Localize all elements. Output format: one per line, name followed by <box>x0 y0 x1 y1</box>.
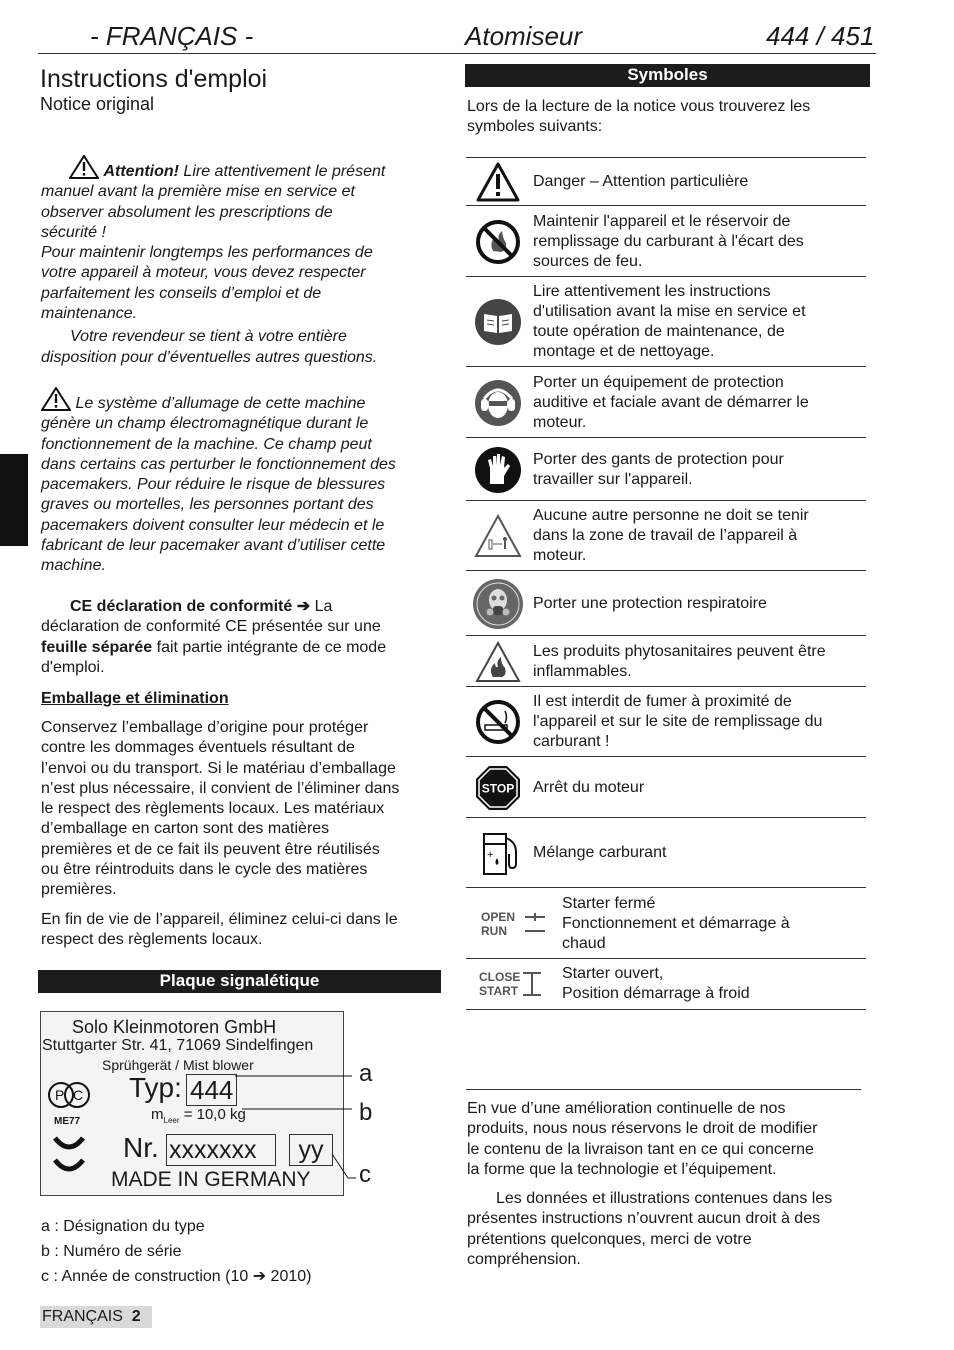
symbol-label: Aucune autre personne ne doit se tenir dans la zone de travail de l’appareil à moteur. <box>533 507 809 564</box>
plate-device: Sprühgerät / Mist blower <box>102 1057 254 1073</box>
improvement-notice: En vue d’une amélioration continuelle de nos produits, nous nous réservons le droit de modifier le contenu de la livraison tant en ce qui concerne la forme que la technologie et l’équipement. Les données et illustrations contenues dans les présentes instructions n’ouvrent aucun droit à des prétentions quelconques, merci de votre compréhension. <box>467 1100 833 1269</box>
smile-marks-icon <box>51 1134 87 1178</box>
plate-nr-label: Nr. <box>123 1132 159 1163</box>
read-manual-icon <box>474 298 522 346</box>
attention-label: Attention! <box>103 163 179 180</box>
symbol-label: Starter ouvert, Position démarrage à froid <box>562 965 750 1002</box>
symbol-label: Maintenir l'appareil et le réservoir de remplissage du carburant à l'écart des sources de feu. <box>533 212 804 270</box>
page-title: Instructions d'emploi <box>40 65 268 93</box>
plate-year-value: yy <box>289 1134 333 1166</box>
stop-icon <box>474 764 522 812</box>
gloves-icon <box>474 446 522 494</box>
symbol-row <box>466 500 866 571</box>
symbol-row <box>466 958 866 1010</box>
svg-text:STOP: STOP <box>481 781 515 795</box>
plate-legend: a : Désignation du type b : Numéro de série c : Année de construction (10 ➔ 2010) <box>41 1218 312 1285</box>
symbol-label: Porter des gants de protection pour travailler sur l'appareil. <box>533 450 784 488</box>
attention-block: Attention! Lire attentivement le présent manuel avant la première mise en service et observer absolument les prescriptions de sécurité ! Pour maintenir longtemps les performances de votre appareil à moteur, vous devez respecter parfaitement les conseils d’emploi et de maintenance. Votre revendeur se tient à votre entière disposition pour d’éventuelles autres questions. <box>41 155 441 368</box>
svg-text:CLOSE: CLOSE <box>479 970 521 984</box>
section-tab-marker <box>0 454 28 546</box>
symbol-row <box>466 437 866 501</box>
symbol-label: Porter une protection respiratoire <box>533 594 767 612</box>
symbol-label: Porter un équipement de protection auditive et faciale avant de démarrer le moteur. <box>533 373 809 431</box>
plate-type-label: Typ: <box>129 1072 182 1103</box>
header-rule <box>38 53 876 54</box>
symbol-row <box>466 205 866 277</box>
packaging-text: Conservez l’emballage d’origine pour protéger contre les dommages éventuels résultant de l’envoi ou du transport. Si le matériau d’emballage n’est plus nécessaire, il convient de l’éliminer dans le respect des règlements locaux. Les matériaux d’emballage en carton sont des matières premières et de ce fait ils peuvent être réutilisés ou être réintroduits dans le cycle des matières premières. En fin de vie de l’appareil, éliminez celui-ci dans le respect des règlements locaux. <box>41 719 400 948</box>
svg-text:START: START <box>479 984 519 998</box>
plate-address: Stuttgarter Str. 41, 71069 Sindelfingen <box>42 1037 314 1054</box>
symbol-row <box>466 276 866 367</box>
symbol-label: Lire attentivement les instructions d'utilisation avant la mise en service et toute opération de maintenance, de montage et de nettoyage. <box>533 283 806 360</box>
symbol-label: Il est interdit de fumer à proximité de l'appareil et sur le site de remplissage du carburant ! <box>533 693 823 750</box>
svg-text:+: + <box>487 849 494 861</box>
callout-a: a <box>359 1060 373 1087</box>
symbol-row <box>466 686 866 757</box>
plate-serial-value: xxxxxxx <box>166 1134 276 1166</box>
header-product: Atomiseur <box>465 21 583 51</box>
symbol-row <box>466 756 866 818</box>
callout-c: c <box>359 1161 371 1188</box>
plate-cert-code: ME77 <box>54 1116 81 1127</box>
symbol-label: Starter fermé Fonctionnement et démarrage à chaud <box>562 894 790 952</box>
warning-triangle-icon <box>69 155 99 179</box>
choke-close-start-icon <box>475 967 551 1001</box>
plate-made-in: MADE IN GERMANY <box>111 1168 311 1191</box>
header-language: - FRANÇAIS - <box>90 21 254 51</box>
page-subtitle: Notice original <box>40 94 155 114</box>
symbol-label: Mélange carburant <box>533 844 667 861</box>
respirator-icon <box>472 578 524 630</box>
section-divider <box>466 1089 861 1090</box>
fuel-pump-icon <box>474 828 522 878</box>
footer-page-label: FRANÇAIS 2 <box>40 1306 152 1328</box>
svg-text:P: P <box>55 1087 65 1103</box>
symbol-row <box>466 635 866 687</box>
symbols-intro: Lors de la lecture de la notice vous trouverez les symboles suivants: <box>467 98 811 136</box>
symbols-heading: Symboles <box>465 64 870 87</box>
choke-open-run-icon <box>475 907 551 941</box>
symbol-row <box>466 157 866 206</box>
symbol-row <box>466 887 866 959</box>
svg-text:OPEN: OPEN <box>481 909 516 924</box>
page-number: 2 <box>131 1308 141 1325</box>
plate-company: Solo Kleinmotoren GmbH <box>72 1017 277 1037</box>
callout-b: b <box>359 1099 373 1126</box>
header-models: 444 / 451 <box>766 21 875 51</box>
packaging-heading: Emballage et élimination <box>41 690 229 707</box>
certification-mark-icon <box>45 1080 93 1110</box>
ignition-warning: Le système d’allumage de cette machine génère un champ électromagnétique durant le fonctionnement de la machine. Ce champ peut dans certains cas perturber le fonctionnement des pacemakers. Pour réduire le risque de blessures graves ou mortelles, les personnes portant des pacemakers doivent consulter leur médecin et le fabricant de leur pacemaker avant d’utiliser cette machine. <box>41 387 441 577</box>
svg-text:RUN: RUN <box>481 923 507 938</box>
plate-type-value: 444 <box>186 1074 237 1106</box>
plate-callout-lines <box>230 1060 360 1190</box>
symbol-label: Les produits phytosanitaires peuvent être inflammables. <box>533 642 826 680</box>
svg-text:C: C <box>73 1087 84 1103</box>
no-fire-icon <box>475 219 521 265</box>
symbol-row <box>466 366 866 438</box>
ear-face-protection-icon <box>474 379 522 427</box>
symbol-row <box>466 817 866 888</box>
plate-mass: $m_{Leer} = 10,0$ kg <box>151 1106 246 1125</box>
keep-distance-icon <box>474 514 522 558</box>
warning-triangle-icon <box>41 387 71 411</box>
no-smoking-icon <box>475 699 521 745</box>
plate-heading: Plaque signalétique <box>38 970 441 993</box>
symbol-row <box>466 570 866 636</box>
ce-declaration: CE déclaration de conformité ➔ La déclaration de conformité CE présentée sur une feuille séparée fait partie intégrante de ce mode d'emploi. <box>41 598 387 676</box>
symbol-label: Arrêt du moteur <box>533 778 645 796</box>
symbol-label: Danger – Attention particulière <box>533 173 749 190</box>
flammable-icon <box>475 641 521 683</box>
warning-triangle-icon <box>476 162 520 202</box>
